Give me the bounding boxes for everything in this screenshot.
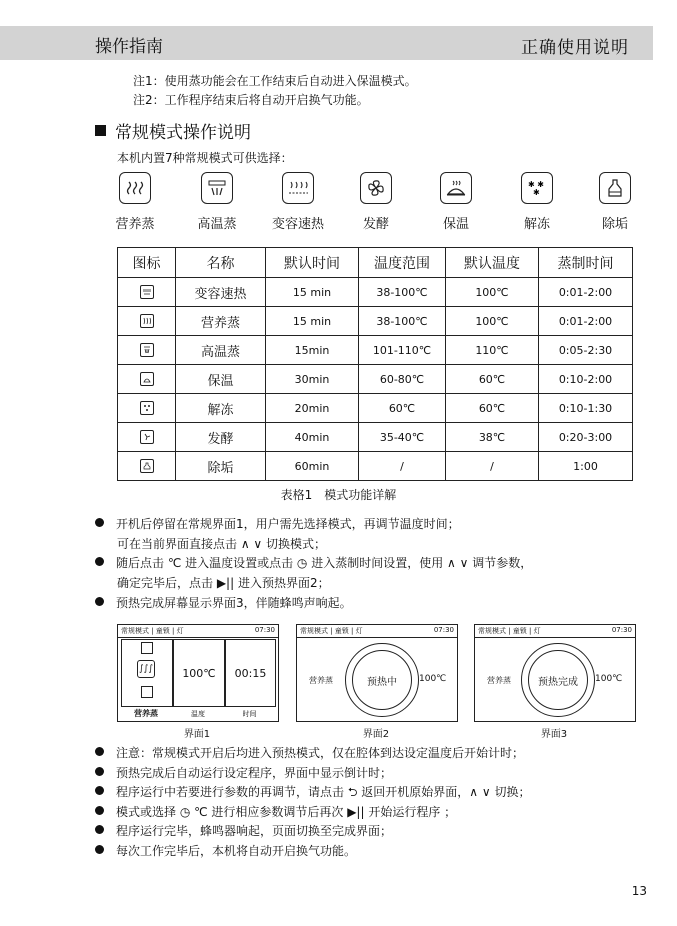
- mode-icons: [113, 172, 643, 232]
- screen-1: 常规模式 | 童锁 | 灯 07:30 ∫∫∫ 100℃ 00:15 营养蒸 温度 时间: [117, 624, 279, 722]
- table-row: 营养蒸 15 min 38-100℃ 100℃ 0:01-2:00: [118, 307, 633, 336]
- descale-icon: [140, 459, 154, 473]
- high-steam-icon: [201, 172, 233, 204]
- note-2: 注2：工作程序结束后将自动开启换气功能。: [133, 93, 369, 107]
- temp-value: 100℃: [595, 674, 623, 684]
- table-row: 高温蒸 15min 101-110℃ 110℃ 0:05-2:30: [118, 336, 633, 365]
- progress-ring: [521, 643, 595, 717]
- high-steam-icon: [140, 343, 154, 357]
- screen-2: 常规模式 | 童锁 | 灯 07:30 营养蒸 预热中 100℃: [296, 624, 458, 722]
- quick-heat-icon: [140, 285, 154, 299]
- page-header: [0, 26, 653, 60]
- table-row: 变容速热 15 min 38-100℃ 100℃ 0:01-2:00: [118, 278, 633, 307]
- svg-text:✱: ✱: [533, 188, 540, 197]
- mode-descale: 除垢: [580, 172, 650, 232]
- mode-nutrition-steam: 营养蒸: [100, 172, 170, 232]
- bullet-4: 注意：常规模式开启后均进入预热模式，仅在腔体到达设定温度后开始计时；: [95, 744, 524, 761]
- mode-keep-warm: 保温: [421, 172, 491, 232]
- mode-table: [117, 247, 633, 481]
- temp-value: 100℃: [419, 674, 447, 684]
- bullet-2: 随后点击 ℃ 进入温度设置或点击 ◷ 进入蒸制时间设置，使用 ∧ ∨ 调节参数，: [95, 554, 532, 571]
- mode-quick-heat: 变容速热: [263, 172, 333, 232]
- section-intro: 本机内置7种常规模式可供选择：: [117, 151, 293, 165]
- table-caption: 表格1 模式功能详解: [280, 488, 397, 502]
- keep-warm-icon: [440, 172, 472, 204]
- table-row: 发酵 40min 35-40℃ 38℃ 0:20-3:00: [118, 423, 633, 452]
- temp-label: 温度: [191, 710, 205, 718]
- mode-high-steam: 高温蒸: [182, 172, 252, 232]
- bullet-3: 预热完成屏幕显示界面3，伴随蜂鸣声响起。: [95, 594, 352, 611]
- note-1: 注1：使用蒸功能会在工作结束后自动进入保温模式。: [133, 74, 417, 88]
- descale-icon: [141, 686, 153, 698]
- bullet-1-cont: 可在当前界面直接点击 ∧ ∨ 切换模式；: [117, 537, 327, 551]
- high-steam-icon: [141, 642, 153, 654]
- section-title: 常规模式操作说明: [95, 118, 251, 143]
- steam-icon: [119, 172, 151, 204]
- bullet-2-cont: 确定完毕后，点击 ▶|| 进入预热界面2；: [117, 576, 330, 590]
- temp-panel: 100℃: [173, 639, 225, 707]
- descale-icon: [599, 172, 631, 204]
- mode-ferment: 发酵: [341, 172, 411, 232]
- fan-icon: [140, 430, 154, 444]
- bullet-9: 每次工作完毕后，本机将自动开启换气功能。: [95, 842, 356, 859]
- screen-1-caption: 界面1: [183, 729, 211, 740]
- status-center: 预热中: [352, 650, 412, 710]
- mode-label: 营养蒸: [309, 676, 333, 685]
- table-row: 保温 30min 60-80℃ 60℃ 0:10-2:00: [118, 365, 633, 394]
- bullet-7: 模式或选择 ◷ ℃ 进行相应参数调节后再次 ▶|| 开始运行程序 ；: [95, 803, 456, 820]
- svg-text:✱ ✱: ✱ ✱: [528, 180, 544, 189]
- defrost-icon: [521, 172, 553, 204]
- screen-2-caption: 界面2: [362, 729, 390, 740]
- quick-heat-icon: [282, 172, 314, 204]
- bullet-8: 程序运行完毕，蜂鸣器响起，页面切换至完成界面；: [95, 822, 392, 839]
- bullet-1: 开机后停留在常规界面1，用户需先选择模式，再调节温度时间；: [95, 515, 460, 532]
- table-row: 解冻 20min 60℃ 60℃ 0:10-1:30: [118, 394, 633, 423]
- steam-icon: ∫∫∫: [137, 660, 155, 678]
- defrost-icon: [140, 401, 154, 415]
- mode-label: 营养蒸: [134, 709, 158, 718]
- fan-icon: [360, 172, 392, 204]
- progress-ring: [345, 643, 419, 717]
- steam-icon: [140, 314, 154, 328]
- page-number: 13: [631, 884, 647, 898]
- status-center: 预热完成: [528, 650, 588, 710]
- screen-3-caption: 界面3: [540, 729, 568, 740]
- header-right: 正确使用说明: [521, 38, 629, 58]
- table-header-row: 图标 名称 默认时间 温度范围 默认温度 蒸制时间: [118, 248, 633, 278]
- time-label: 时间: [242, 710, 257, 718]
- bullet-6: 程序运行中若要进行参数的再调节，请点击 ⮌ 返回开机原始界面，∧ ∨ 切换；: [95, 783, 530, 804]
- keep-warm-icon: [140, 372, 154, 386]
- table-row: 除垢 60min / / 1:00: [118, 452, 633, 481]
- bullet-5: 预热完成后自动运行设定程序，界面中显示倒计时；: [95, 764, 392, 781]
- mode-column: [121, 639, 173, 707]
- mode-label: 营养蒸: [487, 676, 511, 685]
- time-panel: 00:15: [225, 639, 276, 707]
- header-left: 操作指南: [95, 37, 163, 57]
- mode-defrost: ✱ ✱ ✱ 解冻: [502, 172, 572, 232]
- screen-3: 常规模式 | 童锁 | 灯 07:30 营养蒸 预热完成 100℃: [474, 624, 636, 722]
